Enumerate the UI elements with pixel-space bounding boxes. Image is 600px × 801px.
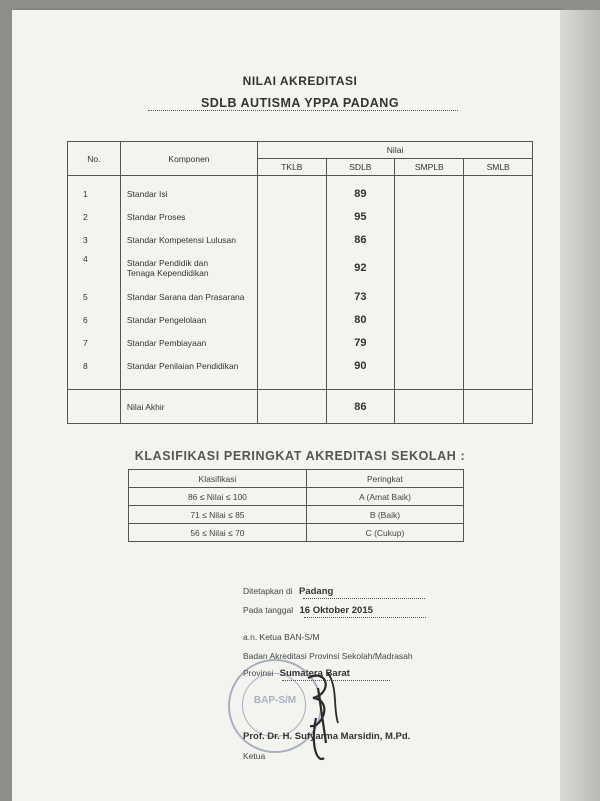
tanggal-label: Pada tanggal bbox=[243, 605, 294, 615]
signatory-name-text: Prof. Dr. H. Sufyarma Marsidin, M.Pd. bbox=[243, 731, 411, 742]
row-value: 73 bbox=[354, 290, 367, 303]
smlb-column bbox=[464, 176, 533, 390]
row-value: 95 bbox=[354, 210, 367, 223]
klas-range: 56 ≤ Nilai ≤ 70 bbox=[129, 524, 307, 542]
row-no: 6 bbox=[83, 314, 88, 325]
signatory-name bbox=[243, 731, 410, 742]
row-no: 8 bbox=[83, 360, 88, 371]
row-value: 90 bbox=[354, 359, 367, 372]
smplb-column bbox=[395, 176, 464, 390]
row-label: Standar Isi bbox=[126, 188, 168, 199]
header-nilai: Nilai bbox=[258, 142, 533, 159]
row-label-multiline bbox=[127, 251, 257, 285]
header-smlb: SMLB bbox=[464, 159, 533, 176]
klas-range: 71 ≤ Nilai ≤ 85 bbox=[129, 506, 307, 524]
klas-grade: A (Amat Baik) bbox=[306, 488, 463, 506]
tanggal-value: 16 Oktober 2015 bbox=[299, 605, 373, 616]
sdlb-column bbox=[326, 176, 395, 390]
dotline bbox=[303, 598, 425, 599]
row-no: 2 bbox=[83, 211, 88, 222]
row-label: Standar Sarana dan Prasarana bbox=[126, 291, 245, 302]
final-smplb bbox=[395, 390, 464, 424]
an-line: a.n. Ketua BAN-S/M bbox=[243, 632, 320, 642]
badan-line: Badan Akreditasi Provinsi Sekolah/Madrasah bbox=[243, 651, 413, 661]
header-sdlb: SDLB bbox=[326, 159, 395, 176]
final-no-cell bbox=[68, 390, 121, 424]
row-no: 4 bbox=[83, 254, 88, 264]
header-komponen: Komponen bbox=[120, 142, 257, 176]
klas-grade: B (Baik) bbox=[306, 506, 463, 524]
row-label-line2: Tenaga Kependidikan bbox=[126, 268, 209, 278]
row-value: 86 bbox=[354, 233, 367, 246]
final-value: 86 bbox=[326, 390, 395, 424]
tanggal-line bbox=[243, 605, 373, 616]
nilai-table bbox=[67, 141, 533, 424]
signatory-role: Ketua bbox=[243, 751, 266, 761]
provinsi-label: Provinsi bbox=[243, 668, 274, 678]
row-no: 7 bbox=[83, 337, 88, 348]
stamp-text: BAP-S/M bbox=[253, 695, 297, 706]
klas-header-peringkat: Peringkat bbox=[306, 470, 463, 488]
row-label: Standar Proses bbox=[126, 211, 186, 222]
ditetapkan-line bbox=[243, 586, 333, 597]
header-smplb: SMPLB bbox=[395, 159, 464, 176]
row-label: Standar Penilaian Pendidikan bbox=[126, 360, 239, 371]
ditetapkan-value: Padang bbox=[299, 586, 334, 597]
klasifikasi-title: KLASIFIKASI PERINGKAT AKREDITASI SEKOLAH : bbox=[134, 449, 466, 463]
row-label: Standar Pendidik dan bbox=[126, 258, 209, 268]
row-value: 80 bbox=[354, 313, 367, 326]
klasifikasi-table bbox=[128, 469, 464, 542]
school-name-underline bbox=[148, 110, 458, 111]
header-tklb: TKLB bbox=[258, 159, 326, 176]
row-no: 1 bbox=[83, 188, 88, 199]
row-label: Standar Kompetensi Lulusan bbox=[126, 234, 236, 245]
row-label: Standar Pembiayaan bbox=[126, 337, 207, 348]
ditetapkan-label: Ditetapkan di bbox=[243, 586, 293, 596]
row-value: 92 bbox=[354, 262, 367, 274]
header-no: No. bbox=[68, 142, 121, 176]
klas-range: 86 ≤ Nilai ≤ 100 bbox=[129, 488, 307, 506]
school-name: SDLB AUTISMA YPPA PADANG bbox=[200, 96, 400, 110]
row-no: 3 bbox=[83, 234, 88, 245]
komponen-column bbox=[120, 176, 257, 390]
page-title: NILAI AKREDITASI bbox=[242, 74, 358, 88]
provinsi-value: Sumatera Barat bbox=[279, 668, 350, 679]
final-smlb bbox=[464, 390, 533, 424]
row-value: 79 bbox=[354, 336, 367, 349]
row-no: 5 bbox=[83, 291, 88, 302]
row-label: Standar Pengelolaan bbox=[126, 314, 207, 325]
no-column bbox=[68, 176, 121, 390]
tklb-column bbox=[258, 176, 326, 390]
dotline bbox=[304, 617, 426, 618]
klas-grade: C (Cukup) bbox=[306, 524, 463, 542]
klas-header-klasifikasi: Klasifikasi bbox=[129, 470, 307, 488]
signature-scribble-icon bbox=[288, 668, 348, 768]
row-value: 89 bbox=[354, 187, 367, 200]
final-tklb bbox=[258, 390, 326, 424]
final-label: Nilai Akhir bbox=[120, 390, 257, 424]
